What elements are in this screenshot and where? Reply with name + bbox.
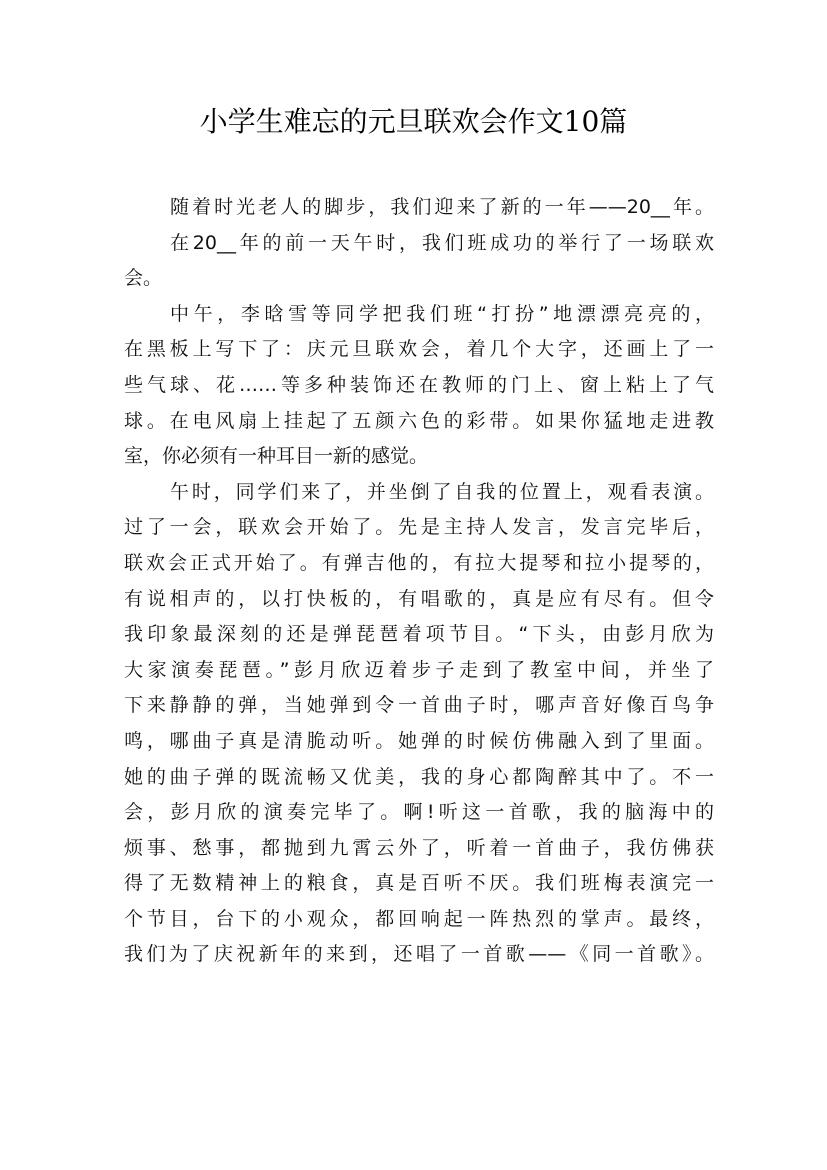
body-line: 下来静静的弹，当她弹到令一首曲子时，哪声音好像百鸟争 <box>124 694 714 717</box>
body-line: 联欢会正式开始了。有弹吉他的，有拉大提琴和拉小提琴的， <box>124 551 714 574</box>
document-title: 小学生难忘的元旦联欢会作文10篇 <box>199 105 628 138</box>
body-line: 在20__年的前一天午时，我们班成功的举行了一场联欢 <box>170 231 714 254</box>
body-line: 会，彭月欣的演奏完毕了。啊!听这一首歌，我的脑海中的 <box>124 801 714 824</box>
body-line: 个节目，台下的小观众，都回响起一阵热烈的掌声。最终， <box>124 907 714 930</box>
document-body <box>124 190 714 973</box>
body-line: 她的曲子弹的既流畅又优美，我的身心都陶醉其中了。不一 <box>124 765 714 788</box>
body-line: 球。在电风扇上挂起了五颜六色的彩带。如果你猛地走进教 <box>124 409 714 432</box>
body-line: 大家演奏琵琶。”彭月欣迈着步子走到了教室中间，并坐了 <box>124 658 714 681</box>
body-line: 中午，李晗雪等同学把我们班“打扮”地漂漂亮亮的， <box>170 302 714 325</box>
body-line: 室，你必须有一种耳目一新的感觉。 <box>124 445 429 468</box>
body-line: 我们为了庆祝新年的来到，还唱了一首歌——《同一首歌》。 <box>124 943 714 966</box>
body-line: 得了无数精神上的粮食，真是百听不厌。我们班梅表演完一 <box>124 872 714 895</box>
body-line: 我印象最深刻的还是弹琵琶着项节目。“下头，由彭月欣为 <box>124 623 714 646</box>
body-line: 在黑板上写下了：庆元旦联欢会，着几个大字，还画上了一 <box>124 338 714 361</box>
body-line: 些气球、花……等多种装饰还在教师的门上、窗上粘上了气 <box>124 373 714 396</box>
body-line: 随着时光老人的脚步，我们迎来了新的一年——20__年。 <box>170 196 714 218</box>
body-line: 有说相声的，以打快板的，有唱歌的，真是应有尽有。但令 <box>124 587 714 610</box>
body-line: 午时，同学们来了，并坐倒了自我的位置上，观看表演。 <box>170 480 714 503</box>
body-line: 会。 <box>124 267 163 290</box>
body-line: 鸣，哪曲子真是清脆动听。她弹的时候仿佛融入到了里面。 <box>124 729 714 752</box>
body-line: 烦事、愁事，都抛到九霄云外了，听着一首曲子，我仿佛获 <box>124 836 714 859</box>
body-line: 过了一会，联欢会开始了。先是主持人发言，发言完毕后， <box>124 516 714 539</box>
